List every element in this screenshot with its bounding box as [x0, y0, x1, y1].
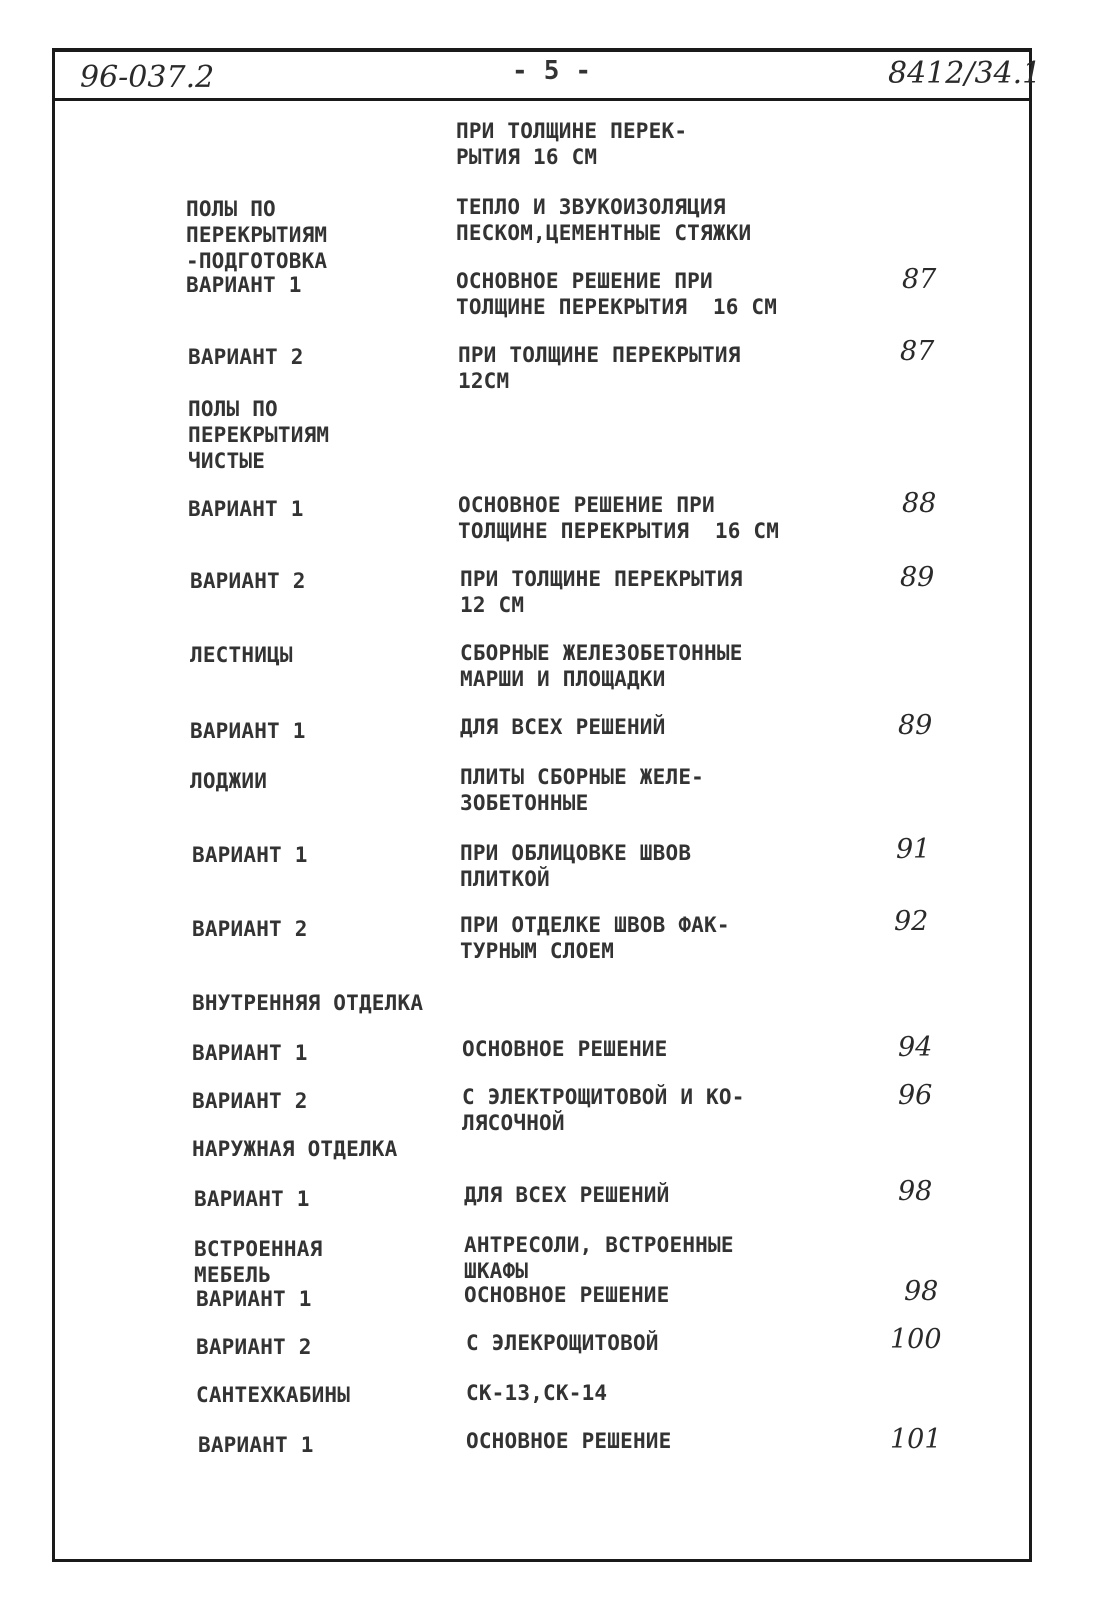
- page-ref: 98: [904, 1276, 939, 1307]
- entry-description: ПРИ ОТДЕЛКЕ ШВОВ ФАК- ТУРНЫМ СЛОЕМ: [460, 913, 730, 963]
- page-ref: 100: [890, 1324, 942, 1355]
- entry-description: ПРИ ТОЛЩИНЕ ПЕРЕКРЫТИЯ 12СМ: [458, 343, 741, 393]
- entry-description: ОСНОВНОЕ РЕШЕНИЕ: [464, 1283, 670, 1307]
- variant-label: ВАРИАНТ 2: [192, 1089, 308, 1113]
- entry-description: ОСНОВНОЕ РЕШЕНИЕ: [466, 1429, 672, 1453]
- variant-label: ВАРИАНТ 2: [190, 569, 306, 593]
- section-title: ВНУТРЕННЯЯ ОТДЕЛКА: [192, 991, 424, 1015]
- entry-description: ОСНОВНОЕ РЕШЕНИЕ: [462, 1037, 668, 1061]
- page-ref: 89: [898, 710, 933, 741]
- entry-description: ТЕПЛО И ЗВУКОИЗОЛЯЦИЯ ПЕСКОМ,ЦЕМЕНТНЫЕ СТЯЖКИ: [456, 195, 752, 245]
- section-title: ЛОДЖИИ: [190, 769, 268, 793]
- page-ref: 87: [900, 336, 935, 367]
- entry-description: ДЛЯ ВСЕХ РЕШЕНИЙ: [460, 715, 666, 739]
- section-title: НАРУЖНАЯ ОТДЕЛКА: [192, 1137, 398, 1161]
- variant-label: ВАРИАНТ 1: [196, 1287, 312, 1311]
- variant-label: ВАРИАНТ 1: [190, 719, 306, 743]
- doc-code: 96-037.2: [80, 60, 215, 95]
- page-number: - 5 -: [512, 56, 592, 86]
- entry-description: ПРИ ТОЛЩИНЕ ПЕРЕК- РЫТИЯ 16 СМ: [456, 119, 688, 169]
- page-ref: 88: [902, 488, 937, 519]
- page-ref: 101: [890, 1424, 942, 1455]
- page-ref: 96: [898, 1080, 933, 1111]
- entry-description: ОСНОВНОЕ РЕШЕНИЕ ПРИ ТОЛЩИНЕ ПЕРЕКРЫТИЯ 16 СМ: [458, 493, 780, 543]
- entry-description: ОСНОВНОЕ РЕШЕНИЕ ПРИ ТОЛЩИНЕ ПЕРЕКРЫТИЯ 16 СМ: [456, 269, 778, 319]
- entry-description: С ЭЛЕКТРОЩИТОВОЙ И КО- ЛЯСОЧНОЙ: [462, 1085, 745, 1135]
- entry-description: СК-13,СК-14: [466, 1381, 608, 1405]
- entry-description: ПРИ ОБЛИЦОВКЕ ШВОВ ПЛИТКОЙ: [460, 841, 692, 891]
- variant-label: ВАРИАНТ 1: [194, 1187, 310, 1211]
- variant-label: ВАРИАНТ 2: [196, 1335, 312, 1359]
- entry-description: ПЛИТЫ СБОРНЫЕ ЖЕЛЕ- ЗОБЕТОННЫЕ: [460, 765, 705, 815]
- page-ref: 98: [898, 1176, 933, 1207]
- page-ref: 92: [894, 906, 929, 937]
- variant-label: ВАРИАНТ 1: [188, 497, 304, 521]
- section-title: ВСТРОЕННАЯ МЕБЕЛЬ: [194, 1237, 323, 1287]
- sheet-reference: 8412/34.1: [888, 56, 1042, 91]
- entry-description: СБОРНЫЕ ЖЕЛЕЗОБЕТОННЫЕ МАРШИ И ПЛОЩАДКИ: [460, 641, 743, 691]
- variant-label: ВАРИАНТ 1: [198, 1433, 314, 1457]
- page-ref: 91: [896, 834, 931, 865]
- variant-label: ВАРИАНТ 2: [192, 917, 308, 941]
- variant-label: ВАРИАНТ 1: [192, 843, 308, 867]
- entry-description: ПРИ ТОЛЩИНЕ ПЕРЕКРЫТИЯ 12 СМ: [460, 567, 743, 617]
- variant-label: ВАРИАНТ 1: [192, 1041, 308, 1065]
- entry-description: ДЛЯ ВСЕХ РЕШЕНИЙ: [464, 1183, 670, 1207]
- section-title: ПОЛЫ ПО ПЕРЕКРЫТИЯМ -ПОДГОТОВКА: [186, 197, 328, 273]
- section-title: ПОЛЫ ПО ПЕРЕКРЫТИЯМ ЧИСТЫЕ: [188, 397, 330, 473]
- entry-description: С ЭЛЕКРОЩИТОВОЙ: [466, 1331, 659, 1355]
- page-ref: 89: [900, 562, 935, 593]
- section-title: САНТЕХКАБИНЫ: [196, 1383, 351, 1407]
- page-ref: 87: [902, 264, 937, 295]
- variant-label: ВАРИАНТ 2: [188, 345, 304, 369]
- entry-description: АНТРЕСОЛИ, ВСТРОЕННЫЕ ШКАФЫ: [464, 1233, 734, 1283]
- page-ref: 94: [898, 1032, 933, 1063]
- header-divider: [52, 98, 1032, 101]
- variant-label: ВАРИАНТ 1: [186, 273, 302, 297]
- section-title: ЛЕСТНИЦЫ: [190, 643, 293, 667]
